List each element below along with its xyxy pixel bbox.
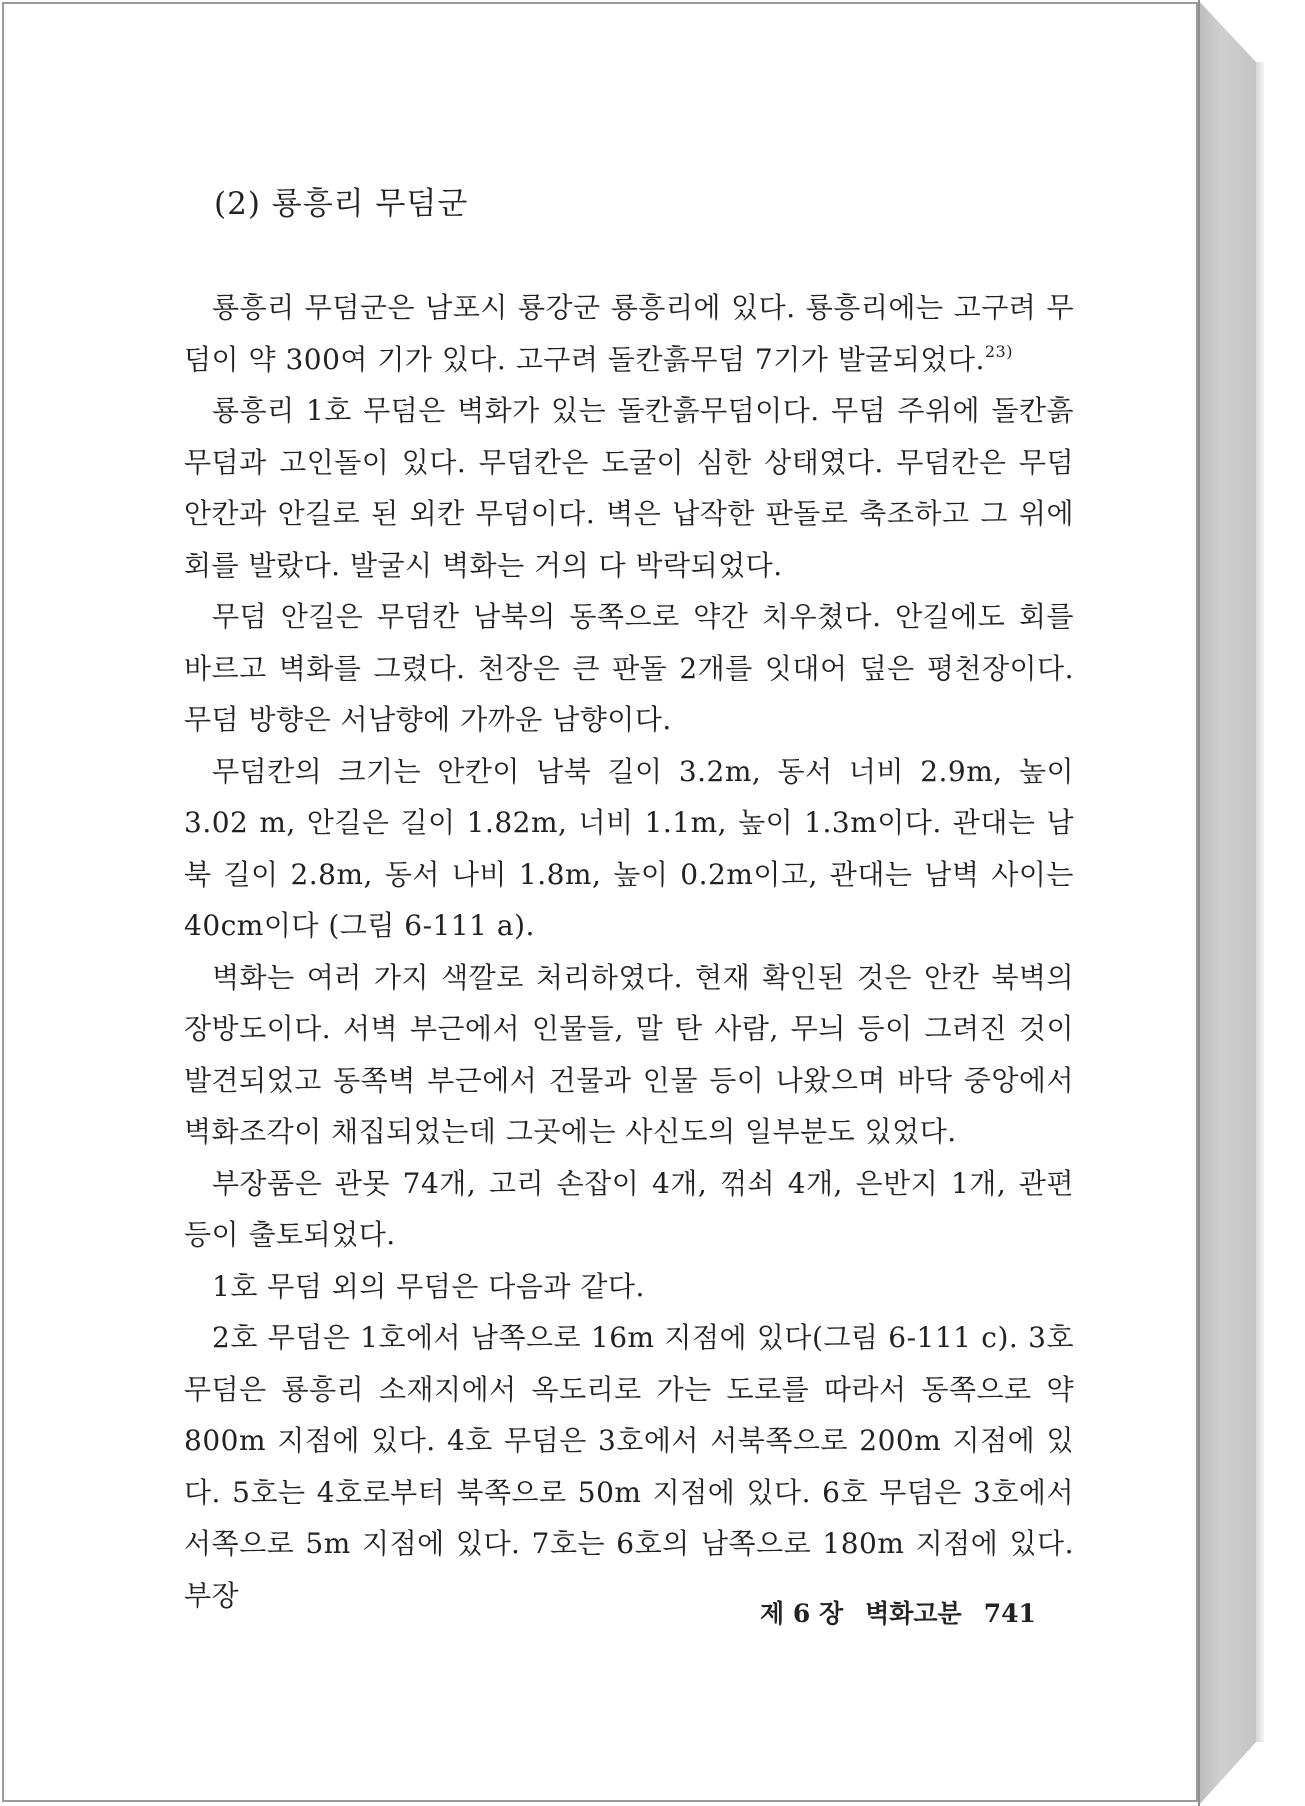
paragraph-text: 룡흥리 무덤군은 남포시 룡강군 룡흥리에 있다. 룡흥리에는 고구려 무덤이 약 300여 기가 있다. 고구려 돌칸흙무덤 7기가 발굴되었다. — [184, 291, 1074, 376]
paragraph-6 — [184, 1158, 1074, 1261]
section-title: (2) 룡흥리 무덤군 — [214, 186, 469, 222]
book-spine — [1198, 0, 1256, 1806]
paragraph-5 — [184, 952, 1074, 1158]
spine-edge — [1198, 0, 1200, 1806]
paragraph-3 — [184, 591, 1074, 746]
chapter-title: 벽화고분 — [865, 1599, 962, 1628]
chapter-label: 제 6 장 — [760, 1599, 844, 1628]
paragraph-2 — [184, 385, 1074, 591]
paragraph-text: 무덤 안길은 무덤칸 남북의 동쪽으로 약간 치우쳤다. 안길에도 회를 바르고 벽화를 그렸다. 천장은 큰 판돌 2개를 잇대어 덮은 평천장이다. 무덤 방향은 서남향에 가까운 남향이다. — [184, 600, 1074, 736]
footnote-marker: 23) — [984, 341, 1013, 361]
paragraph-text: 2호 무덤은 1호에서 남쪽으로 16m 지점에 있다(그림 6-111 c). 3호 무덤은 룡흥리 소재지에서 옥도리로 가는 도로를 따라서 동쪽으로 약 800m 지점에 있다. 4호 무덤은 3호에서 서북쪽으로 200m 지점에 있다. 5호는 4호로부터 북쪽으로 50m 지점에 있다. 6호 무덤은 3호에서 서쪽으로 5m 지점에 있다. 7호는 6호의 남쪽으로 180m 지점에 있다. 부장 — [184, 1321, 1074, 1612]
page-number: 741 — [983, 1599, 1036, 1628]
paragraph-4 — [184, 746, 1074, 952]
paragraph-8 — [184, 1312, 1074, 1621]
page-shadow — [1256, 62, 1264, 1742]
paragraph-7 — [184, 1261, 1074, 1313]
paragraph-text: 무덤칸의 크기는 안칸이 남북 길이 3.2m, 동서 너비 2.9m, 높이 3.02 m, 안길은 길이 1.82m, 너비 1.1m, 높이 1.3m이다. 관대는 남북 길이 2.8m, 동서 나비 1.8m, 높이 0.2m이고, 관대는 남벽 사이는 40cm이다 (그림 6-111 a). — [184, 754, 1074, 942]
paragraph-text: 부장품은 관못 74개, 고리 손잡이 4개, 꺾쇠 4개, 은반지 1개, 관편 등이 출토되었다. — [184, 1166, 1074, 1251]
page-footer — [760, 1594, 1036, 1630]
paragraph-text: 1호 무덤 외의 무덤은 다음과 같다. — [212, 1269, 645, 1303]
paragraph-text: 벽화는 여러 가지 색깔로 처리하였다. 현재 확인된 것은 안칸 북벽의 장방도이다. 서벽 부근에서 인물들, 말 탄 사람, 무늬 등이 그려진 것이 발견되었고 동쪽벽 부근에서 건물과 인물 등이 나왔으며 바닥 중앙에서 벽화조각이 채집되었는데 그곳에는 사신도의 일부분도 있었다. — [184, 960, 1074, 1148]
paragraph-1 — [184, 282, 1074, 385]
page-content — [184, 178, 1074, 1621]
paragraph-text: 룡흥리 1호 무덤은 벽화가 있는 돌칸흙무덤이다. 무덤 주위에 돌칸흙무덤과 고인돌이 있다. 무덤칸은 도굴이 심한 상태였다. 무덤칸은 무덤안칸과 안길로 된 외칸 무덤이다. 벽은 납작한 판돌로 축조하고 그 위에 회를 발랐다. 발굴시 벽화는 거의 다 박락되었다. — [184, 394, 1074, 582]
